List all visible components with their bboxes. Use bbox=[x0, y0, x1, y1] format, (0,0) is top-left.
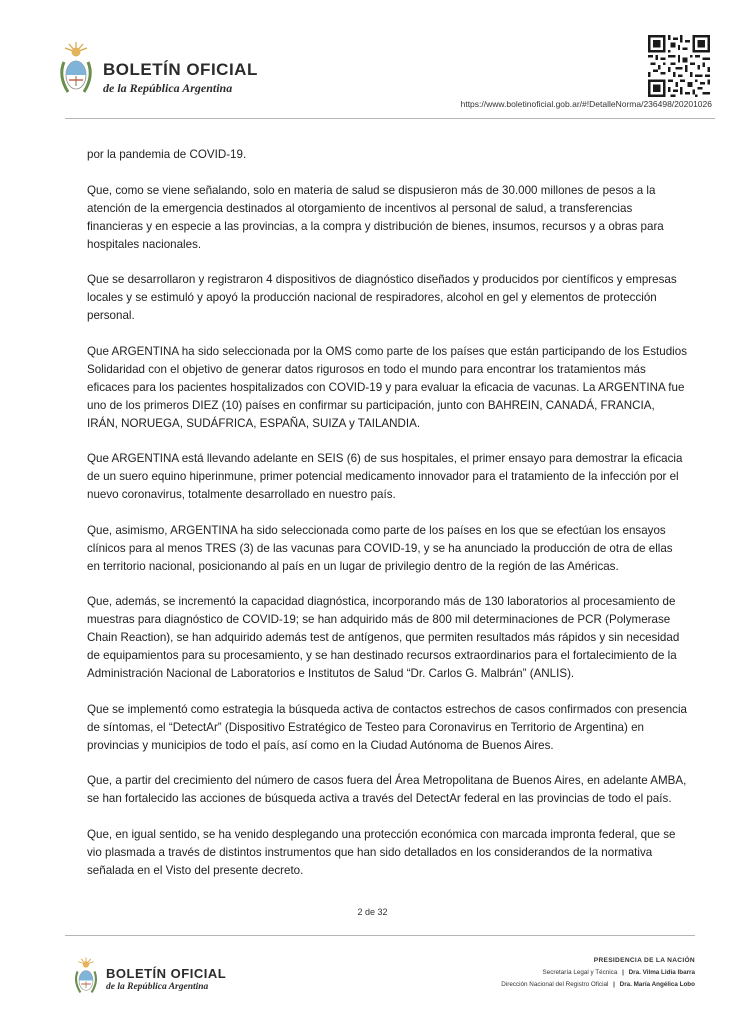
secretaria-line bbox=[501, 967, 695, 979]
header-divider bbox=[65, 118, 715, 119]
secretaria-label: Secretaría Legal y Técnica bbox=[542, 969, 618, 976]
brand-title: BOLETÍN OFICIAL bbox=[103, 60, 258, 79]
secretaria-name: Dra. Vilma Lidia Ibarra bbox=[628, 969, 695, 976]
presidencia-label: PRESIDENCIA DE LA NACIÓN bbox=[593, 957, 695, 964]
paragraph: Que, como se viene señalando, solo en materia de salud se dispusieron más de 30.000 millones de pesos a la atención de la emergencia destinados al otorgamiento de incentivos al personal de salud, a transferencias financieras y en especie a las provincias, a la compra y distribución de bienes, insumos, recursos y a obras para hospitales nacionales. bbox=[87, 183, 664, 251]
separator: | bbox=[613, 981, 615, 988]
coat-of-arms-icon bbox=[72, 955, 100, 999]
direccion-label: Dirección Nacional del Registro Oficial bbox=[501, 981, 609, 988]
page-number: 2 de 32 bbox=[357, 907, 388, 917]
paragraph: Que, a partir del crecimiento del número de casos fuera del Área Metropolitana de Buenos Aires, en adelante AMBA, se han fortalecido las acciones de búsqueda activa a través del DetectAr federal en las provincias de todo el país. bbox=[87, 774, 687, 805]
paragraph: por la pandemia de COVID-19. bbox=[87, 148, 247, 161]
paragraph: Que ARGENTINA ha sido seleccionada por la OMS como parte de los países que están participando de los Estudios Solidaridad con el objetivo de generar datos rigurosos en todo el mundo para encontrar los tratamientos más eficaces para los pacientes hospitalizados con COVID-19 y para evaluar la eficacia de vacunas. La ARGENTINA fue uno de los primeros DIEZ (10) países en confirmar su participación, junto con BAHREIN, CANADÁ, FRANCIA, IRÁN, NORUEGA, SUDÁFRICA, ESPAÑA, SUIZA y TAILANDIA. bbox=[87, 344, 687, 430]
separator: | bbox=[622, 969, 624, 976]
coat-of-arms-icon bbox=[56, 40, 96, 100]
footer-brand-title: BOLETÍN OFICIAL bbox=[106, 966, 227, 981]
header-logo bbox=[56, 40, 256, 102]
norma-url[interactable]: https://www.boletinoficial.gob.ar/#!DetalleNorma/236498/20201026 bbox=[460, 99, 712, 109]
direccion-name: Dra. María Angélica Lobo bbox=[619, 981, 695, 988]
paragraph: Que ARGENTINA está llevando adelante en SEIS (6) de sus hospitales, el primer ensayo para demostrar la eficacia de un suero equino hiperinmune, primer potencial medicamento innovador para el tratamiento de la infección por el nuevo coronavirus, totalmente desarrollado en nuestro país. bbox=[87, 452, 683, 501]
footer-logo bbox=[72, 955, 242, 1001]
brand-subtitle: de la República Argentina bbox=[103, 81, 233, 95]
footer-brand-subtitle: de la República Argentina bbox=[106, 982, 209, 992]
footer-credits bbox=[501, 955, 695, 991]
paragraph: Que se desarrollaron y registraron 4 dispositivos de diagnóstico diseñados y producidos por científicos y empresas locales y se estimuló y apoyó la producción nacional de respiradores, alcohol en gel y elementos de protección personal. bbox=[87, 273, 677, 322]
direccion-line bbox=[501, 979, 695, 991]
document-body bbox=[87, 146, 687, 897]
paragraph: Que se implementó como estrategia la búsqueda activa de contactos estrechos de casos confirmados con presencia de síntomas, el “DetectAr” (Dispositivo Estratégico de Testeo para Coronavirus en Territorio de Argentina) en provincias y municipios de todo el país, así como en la Ciudad Autónoma de Buenos Aires. bbox=[87, 702, 687, 752]
paragraph: Que, en igual sentido, se ha venido desplegando una protección económica con marcada impronta federal, que se vio plasmada a través de distintos instrumentos que han sido detallados en los considerandos de la normativa señalada en el Visto del presente decreto. bbox=[87, 827, 676, 877]
paragraph: Que, asimismo, ARGENTINA ha sido seleccionada como parte de los países en los que se efectúan los ensayos clínicos para al menos TRES (3) de las vacunas para COVID-19, y se ha anunciado la producción de otra de ellas en territorio nacional, posicionando al país en un lugar de privilegio dentro de la región de las Américas. bbox=[87, 523, 673, 573]
qr-code-icon bbox=[648, 35, 710, 97]
footer-divider bbox=[65, 935, 695, 936]
paragraph: Que, además, se incrementó la capacidad diagnóstica, incorporando más de 130 laboratorios al procesamiento de muestras para diagnóstico de COVID-19; se han adquirido más de 800 mil determinaciones de PCR (Polymerase Chain Reaction), se han adquirido además test de antígenos, que permiten resultados más rápidos y sin necesidad de equipamientos para su procesamiento, y se han destinado recursos extraordinarios para el fortalecimiento de la Administración Nacional de Laboratorios e Institutos de Salud “Dr. Carlos G. Malbrán” (ANLIS). bbox=[87, 595, 680, 680]
